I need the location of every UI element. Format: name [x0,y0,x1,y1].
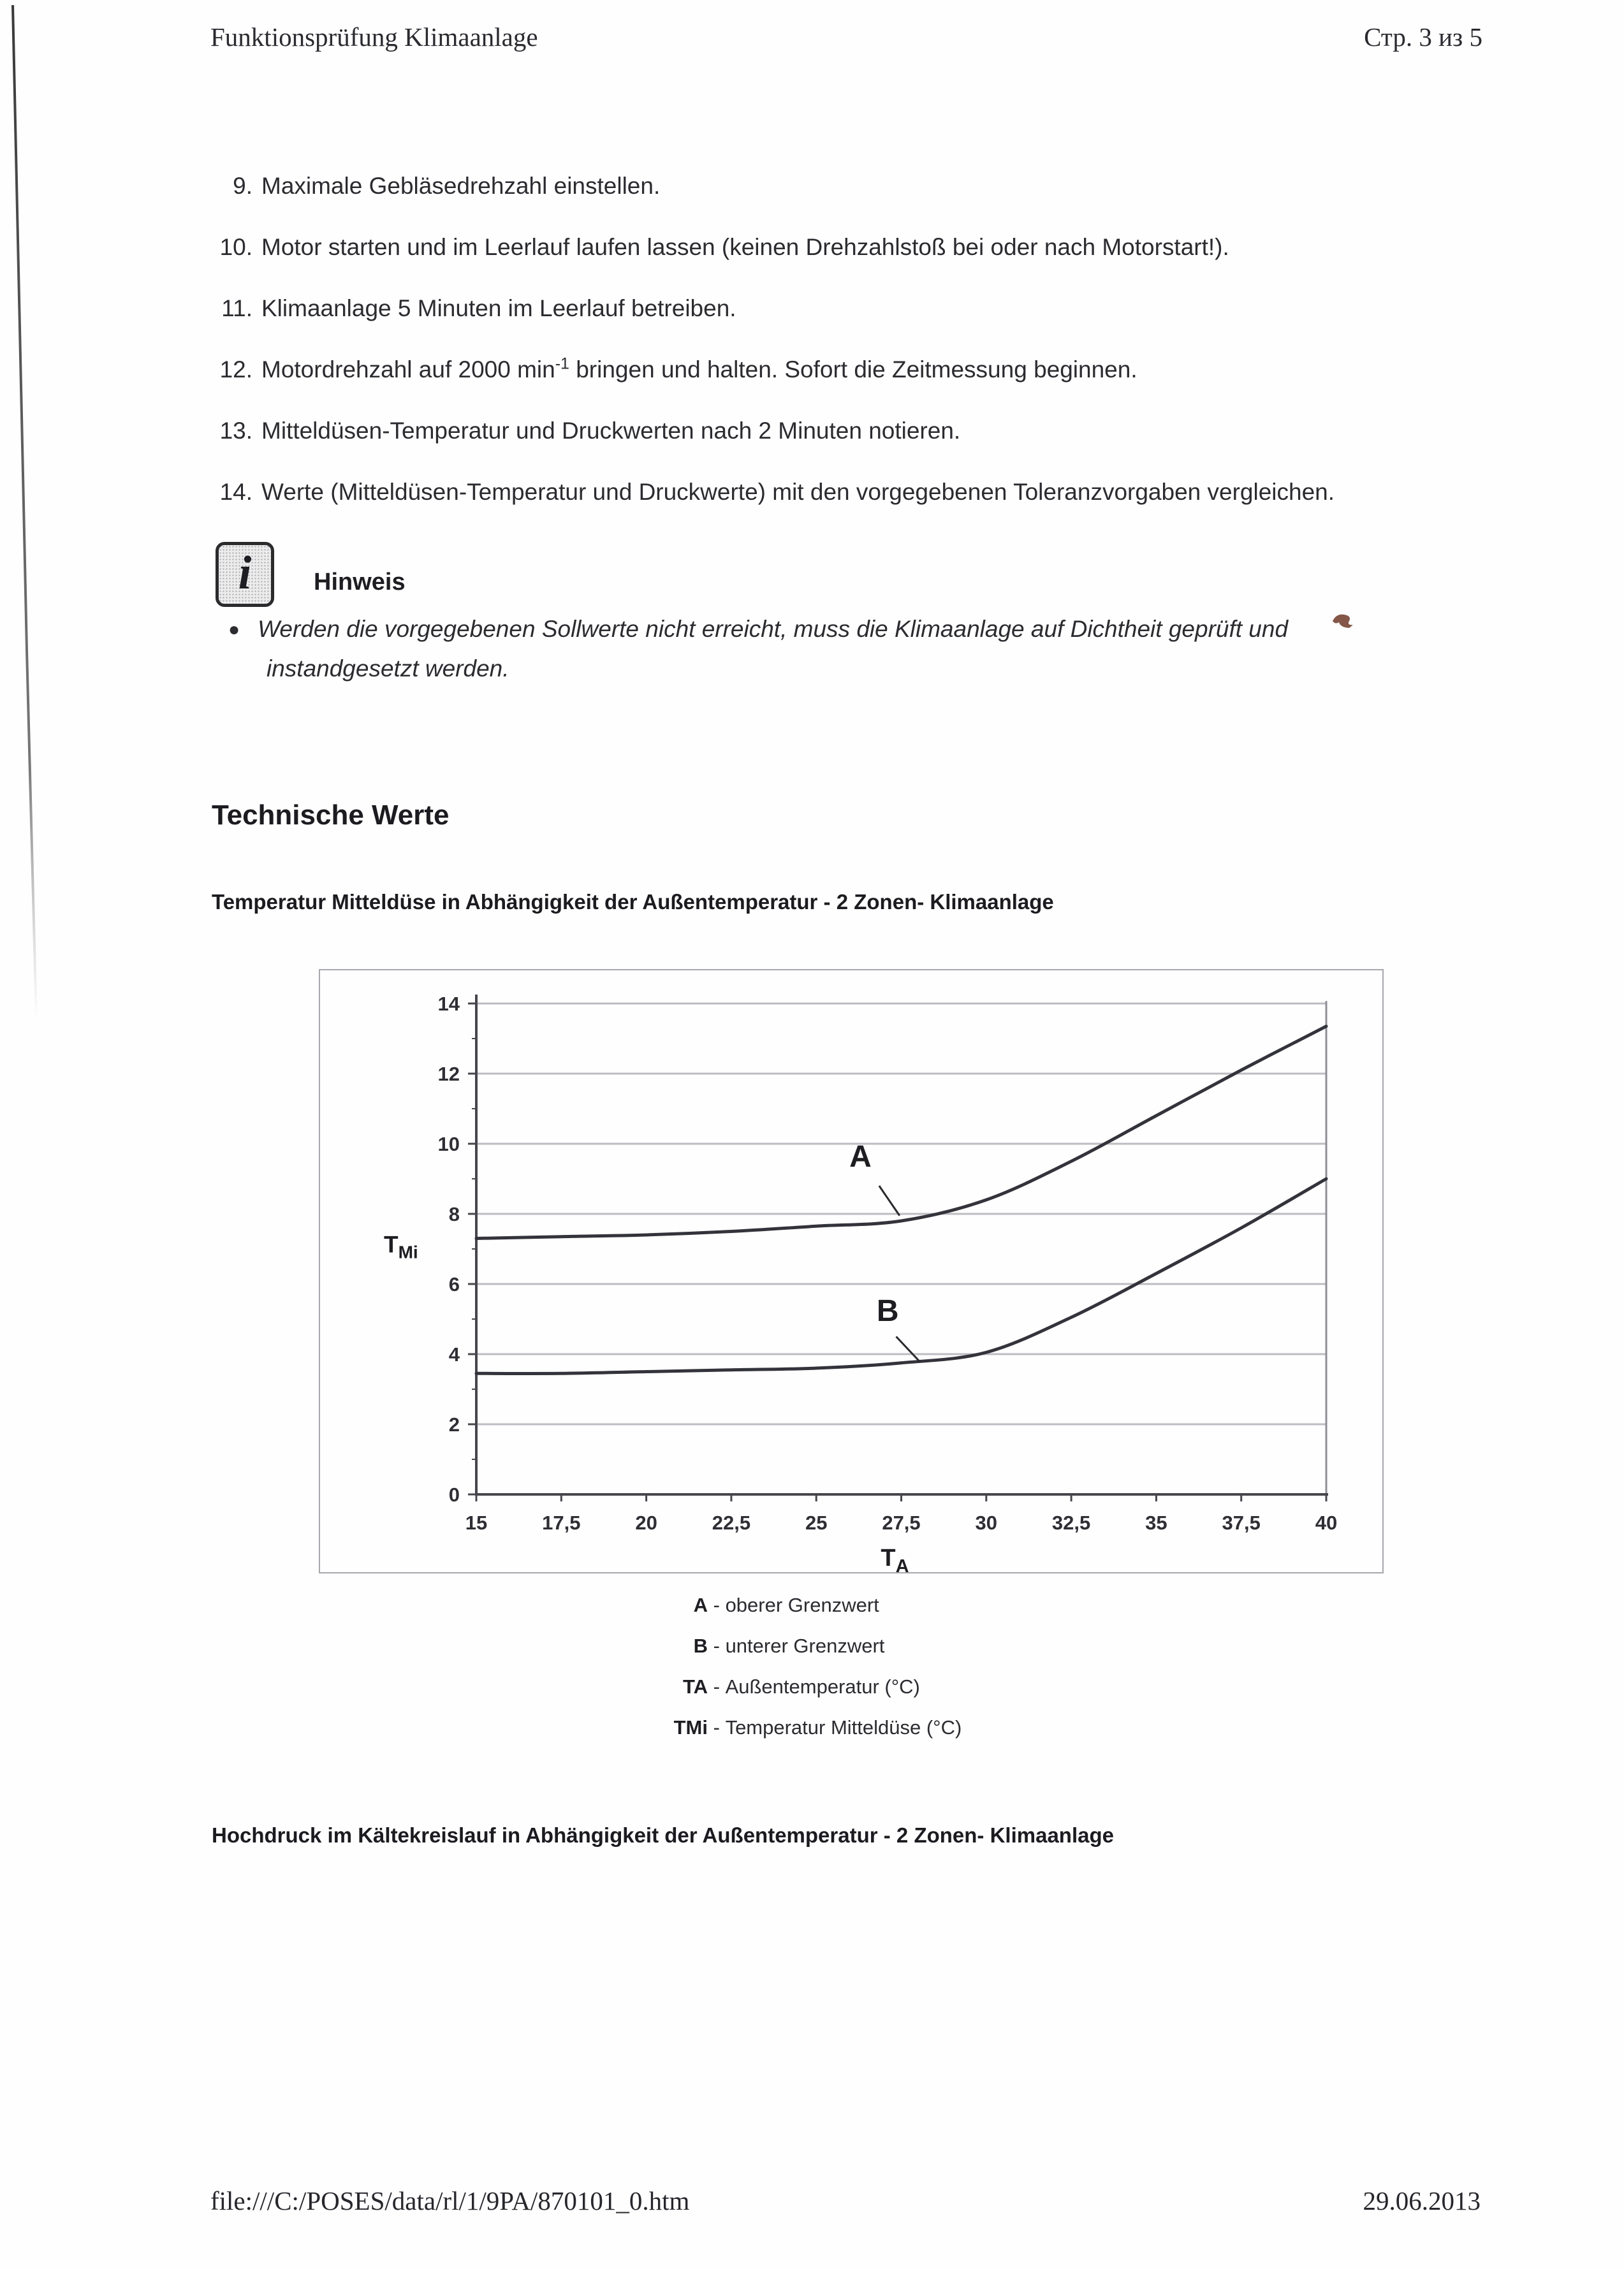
svg-text:32,5: 32,5 [1051,1512,1091,1534]
line-chart-canvas [320,970,1382,1572]
list-item [210,477,1498,507]
list-item-text: Motordrehzahl auf 2000 $\min^{-1}$ bringen und halten. Sofort die Zeitmessung beginnen. [261,354,1138,383]
list-item-text: Maximale Gebläsedrehzahl einstellen. [261,173,661,199]
svg-text:22,5: 22,5 [712,1512,751,1534]
legend-desc: oberer Grenzwert [725,1594,879,1616]
legend-term: TA [682,1675,708,1698]
svg-text:40: 40 [1315,1512,1338,1534]
bullet-dot: ● [228,619,240,640]
legend-desc: Außentemperatur (°C) [725,1675,920,1698]
legend-item: B - unterer Grenzwert [536,1635,1173,1675]
list-item-text: Klimaanlage 5 Minuten im Leerlauf betreiben. [261,295,736,321]
chart-legend [536,1594,1173,1757]
svg-text:25: 25 [805,1512,828,1534]
svg-text:15: 15 [465,1512,488,1534]
list-item-text: Mitteldüsen-Temperatur und Druckwerten nach 2 Minuten notieren. [261,418,961,444]
legend-item: TMi - Temperatur Mitteldüse (°C) [536,1716,1173,1757]
list-item [210,354,1498,385]
info-icon [216,542,274,607]
list-item [210,416,1498,446]
svg-text:10: 10 [437,1133,460,1155]
superscript: -1 [555,354,569,373]
info-icon-glyph: i [238,547,252,599]
svg-text:TA: $T_A$ [881,1545,909,1572]
svg-text:14: 14 [437,993,460,1015]
svg-text:20: 20 [635,1512,657,1534]
legend-item: TA - Außentemperatur (°C) [536,1675,1173,1716]
svg-text:6: 6 [448,1273,460,1295]
list-item [210,293,1498,324]
list-item-number: 10. [219,234,252,260]
list-item-number: 9. [233,173,252,199]
note-label: Hinweis [314,569,406,595]
note-text-line2: instandgesetzt werden. [267,655,509,682]
list-item-number: 12. [219,356,252,383]
legend-item: A - oberer Grenzwert [536,1594,1173,1635]
list-item [210,232,1498,263]
svg-text:27,5: 27,5 [882,1512,921,1534]
scan-edge-artifact [0,0,57,1033]
page-number: Стр. 3 из 5 [1364,22,1482,52]
svg-text:30: 30 [975,1512,998,1534]
legend-desc: Temperatur Mitteldüse (°C) [725,1716,962,1739]
svg-text:0: 0 [448,1484,460,1506]
svg-text:TMi: $T_{Mi}$ [384,1231,418,1262]
svg-text:37,5: 37,5 [1222,1512,1261,1534]
svg-text:17,5: 17,5 [542,1512,581,1534]
legend-term: TMi [673,1716,708,1739]
note-bullet [228,609,1535,688]
svg-text:8: 8 [448,1203,460,1225]
section-heading: Technische Werte [212,799,450,831]
legend-term: B [693,1635,708,1657]
svg-text:B: B [876,1294,899,1328]
svg-text:2: 2 [448,1413,460,1436]
svg-text:A: A [849,1139,872,1174]
list-item-number: 13. [219,418,252,444]
list-item-text: Werte (Mitteldüsen-Temperatur und Druckwerte) mit den vorgegebenen Toleranzvorgaben vergleichen. [261,479,1335,505]
next-chart-title: Hochdruck im Kältekreislauf in Abhängigkeit der Außentemperatur - 2 Zonen- Klimaanlage [212,1823,1114,1847]
svg-text:35: 35 [1145,1512,1167,1534]
chart-title: Temperatur Mitteldüse in Abhängigkeit der Außentemperatur - 2 Zonen- Klimaanlage [212,890,1054,914]
page-header-title: Funktionsprüfung Klimaanlage [210,22,538,52]
note-text-line1: ● Werden die vorgegebenen Sollwerte nicht erreicht, muss die Klimaanlage auf Dichtheit geprüft und [228,616,1289,642]
footer-date: 29.06.2013 [1363,2186,1481,2215]
list-item [210,171,1498,201]
legend-desc: unterer Grenzwert [725,1635,885,1657]
list-item-number: 11. [221,295,252,321]
temperature-chart [319,969,1384,1573]
legend-term: A [693,1594,708,1616]
list-item-text: Motor starten und im Leerlauf laufen lassen (keinen Drehzahlstoß bei oder nach Motorstart!). [261,234,1229,260]
svg-text:4: 4 [448,1343,460,1366]
footer-file-path: file:///C:/POSES/data/rl/1/9PA/870101_0.htm [210,2186,690,2215]
list-item-number: 14. [219,479,252,505]
svg-text:12: 12 [437,1063,460,1085]
